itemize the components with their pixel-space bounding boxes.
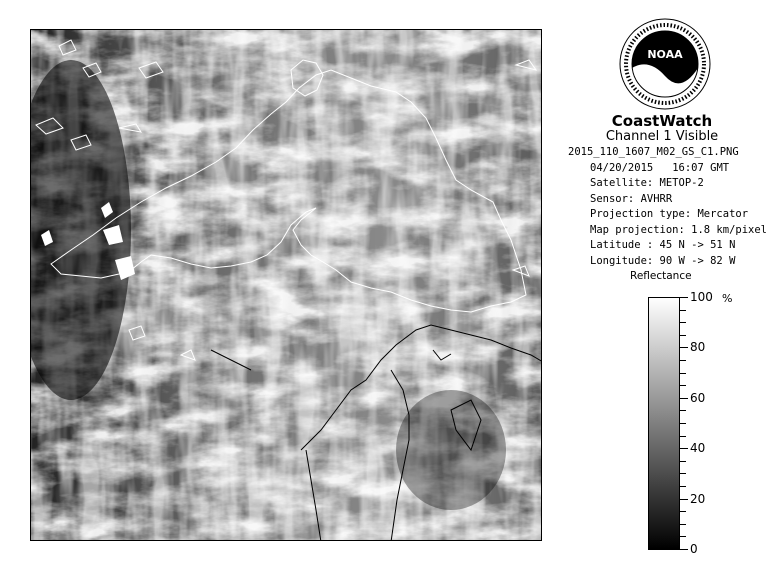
- colorbar-label: 20: [690, 492, 706, 506]
- colorbar-tick: [680, 448, 688, 449]
- satellite-image: [31, 30, 542, 541]
- time-text: 16:07 GMT: [672, 161, 730, 174]
- colorbar-label: 100: [690, 290, 713, 304]
- satellite-map: [30, 29, 542, 541]
- colorbar-label: 80: [690, 340, 706, 354]
- satellite-text: Satellite: METOP-2: [590, 177, 704, 189]
- colorbar-tick: [680, 398, 688, 399]
- colorbar-tick: [680, 524, 686, 525]
- colorbar-tick: [680, 423, 686, 424]
- colorbar-tick: [680, 410, 686, 411]
- colorbar-tick: [680, 461, 686, 462]
- colorbar-tick: [680, 310, 686, 311]
- colorbar-label: 0: [690, 542, 698, 556]
- colorbar-tick: [680, 486, 686, 487]
- colorbar-tick: [680, 360, 686, 361]
- map-projection-text: Map projection: 1.8 km/pixel: [590, 223, 768, 236]
- metadata-panel: [568, 145, 767, 269]
- projection-type-text: Projection type: Mercator: [590, 208, 749, 220]
- filename-text: 2015_110_1607_M02_GS_C1.PNG: [568, 146, 739, 158]
- latitude-text: Latitude : 45 N -> 51 N: [590, 239, 736, 251]
- colorbar-tick: [680, 347, 688, 348]
- colorbar-tick: [680, 373, 686, 374]
- colorbar-tick: [680, 322, 686, 323]
- noaa-logo-icon: [619, 18, 711, 110]
- colorbar-tick: [680, 536, 686, 537]
- reflectance-colorbar: [648, 297, 680, 550]
- longitude-text: Longitude: 90 W -> 82 W: [590, 254, 736, 267]
- sensor-text: Sensor: AVHRR: [590, 192, 673, 205]
- datetime-row: [568, 161, 767, 177]
- product-title: CoastWatch: [611, 112, 713, 130]
- colorbar-tick: [680, 511, 686, 512]
- colorbar-label: 60: [690, 391, 706, 405]
- legend-title: Reflectance: [630, 270, 692, 282]
- logo-text: NOAA: [647, 48, 683, 61]
- colorbar-tick: [680, 385, 686, 386]
- colorbar-tick: [680, 436, 686, 437]
- date-text: 04/20/2015: [590, 161, 654, 174]
- legend-unit: %: [722, 292, 733, 305]
- channel-subtitle: Channel 1 Visible: [605, 129, 719, 144]
- colorbar-tick: [680, 499, 688, 500]
- colorbar-tick: [680, 297, 688, 298]
- colorbar-tick: [680, 549, 688, 550]
- colorbar-tick: [680, 473, 686, 474]
- colorbar-tick: [680, 335, 686, 336]
- colorbar-label: 40: [690, 441, 706, 455]
